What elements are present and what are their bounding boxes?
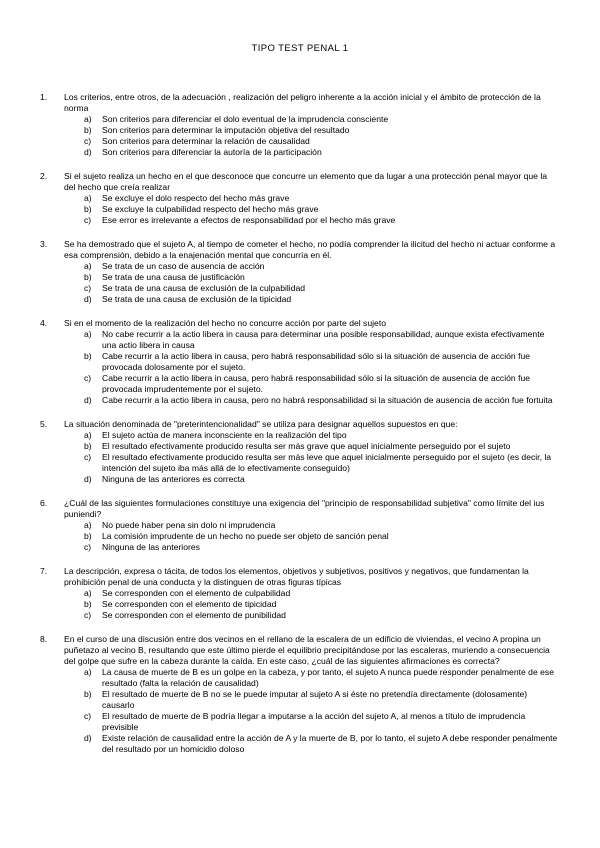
question-number: 2. (40, 171, 48, 181)
answer-option (84, 395, 560, 406)
answer-options (40, 193, 560, 226)
option-text: El resultado de muerte de B podría llegar a imputarse a la acción del sujeto A, al menos a título de imprudencia previsible (102, 711, 526, 732)
option-label: c) (84, 373, 92, 383)
answer-option (84, 520, 560, 531)
option-label: b) (84, 599, 92, 609)
question-number: 1. (40, 92, 48, 102)
option-text: Son criterios para diferenciar la autoría de la participación (102, 147, 322, 157)
answer-option (84, 531, 560, 542)
answer-option (84, 294, 560, 305)
option-label: c) (84, 711, 92, 721)
option-text: Son criterios para determinar la imputación objetiva del resultado (102, 125, 350, 135)
answer-option (84, 215, 560, 226)
question-text: La situación denominada de "preterintencionalidad" se utiliza para designar aquellos supuestos en que: (64, 419, 458, 429)
option-label: b) (84, 204, 92, 214)
answer-option (84, 542, 560, 553)
option-label: a) (84, 329, 92, 339)
option-text: Se trata de un caso de ausencia de acción (102, 261, 265, 271)
option-text: No cabe recurrir a la actio libera in causa para determinar una posible responsabilidad, aunque exista efectivamente una actio libera in causa (102, 329, 545, 350)
option-label: c) (84, 452, 92, 462)
option-label: c) (84, 136, 92, 146)
answer-option (84, 474, 560, 485)
option-label: c) (84, 283, 92, 293)
option-text: La comisión imprudente de un hecho no puede ser objeto de sanción penal (102, 531, 389, 541)
answer-options (40, 329, 560, 406)
answer-options (40, 261, 560, 305)
question-text: La descripción, expresa o tácita, de todos los elementos, objetivos y subjetivos, positivos y negativos, que fundamentan la prohibición penal de una conducta y la distinguen de otras figuras típicas (64, 566, 529, 587)
answer-options (40, 667, 560, 755)
question-number: 5. (40, 419, 48, 429)
option-text: Se trata de una causa de exclusión de la culpabilidad (102, 283, 306, 293)
question-number: 8. (40, 634, 48, 644)
answer-option (84, 667, 560, 689)
option-text: Existe relación de causalidad entre la acción de A y la muerte de B, por lo tanto, el sujeto A debe responder penalmente del resultado por un homicidio doloso (102, 733, 558, 754)
answer-option (84, 689, 560, 711)
question-number: 4. (40, 318, 48, 328)
option-text: Se corresponden con el elemento de punibilidad (102, 610, 286, 620)
option-text: Cabe recurrir a la actio libera in causa, pero habrá responsabilidad sólo si la situación de ausencia de acción fue provocada dolosamente por el sujeto. (102, 351, 531, 372)
question-3 (40, 239, 560, 305)
option-text: Ese error es irrelevante a efectos de responsabilidad por el hecho más grave (102, 215, 396, 225)
option-label: b) (84, 351, 92, 361)
option-label: c) (84, 610, 92, 620)
option-text: No puede haber pena sin dolo ni imprudencia (102, 520, 276, 530)
question-6 (40, 498, 560, 553)
answer-options (40, 114, 560, 158)
question-8 (40, 634, 560, 755)
question-text: Si el sujeto realiza un hecho en el que desconoce que concurre un elemento que da lugar a una protección penal mayor que la del hecho que creía realizar (64, 171, 548, 192)
option-label: d) (84, 733, 92, 743)
option-label: d) (84, 147, 92, 157)
question-4 (40, 318, 560, 406)
question-number: 3. (40, 239, 48, 249)
answer-option (84, 329, 560, 351)
option-text: Son criterios para determinar la relación de causalidad (102, 136, 310, 146)
option-text: Son criterios para diferenciar el dolo eventual de la imprudencia consciente (102, 114, 389, 124)
option-label: b) (84, 272, 92, 282)
answer-option (84, 204, 560, 215)
answer-option (84, 136, 560, 147)
option-label: a) (84, 520, 92, 530)
answer-option (84, 114, 560, 125)
option-label: a) (84, 193, 92, 203)
answer-option (84, 711, 560, 733)
option-label: a) (84, 667, 92, 677)
option-label: b) (84, 125, 92, 135)
answer-option (84, 599, 560, 610)
question-5 (40, 419, 560, 485)
answer-option (84, 452, 560, 474)
option-text: El resultado efectivamente producido resulta ser más grave que aquel inicialmente perseguido por el sujeto (102, 441, 511, 451)
question-text: Los criterios, entre otros, de la adecuación , realización del peligro inherente a la acción inicial y el ámbito de protección de la norma (64, 92, 541, 113)
question-number: 6. (40, 498, 48, 508)
option-text: Ninguna de las anteriores (102, 542, 200, 552)
answer-options (40, 588, 560, 621)
page-title: TIPO TEST PENAL 1 (251, 43, 349, 54)
answer-option (84, 588, 560, 599)
answer-option (84, 147, 560, 158)
answer-option (84, 125, 560, 136)
answer-option (84, 610, 560, 621)
option-label: d) (84, 294, 92, 304)
question-text: ¿Cuál de las siguientes formulaciones constituye una exigencia del "principio de responsabilidad subjetiva" como límite del ius puniendi? (64, 498, 545, 519)
option-label: a) (84, 588, 92, 598)
option-label: b) (84, 441, 92, 451)
option-text: Se corresponden con el elemento de tipicidad (102, 599, 277, 609)
question-number: 7. (40, 566, 48, 576)
option-text: Se corresponden con el elemento de culpabilidad (102, 588, 291, 598)
answer-option (84, 283, 560, 294)
answer-option (84, 351, 560, 373)
option-text: La causa de muerte de B es un golpe en la cabeza, y por tanto, el sujeto A nunca puede responder penalmente de ese resultado (falta la relación de causalidad) (102, 667, 554, 688)
question-2 (40, 171, 560, 226)
question-text: En el curso de una discusión entre dos vecinos en el rellano de la escalera de un edificio de viviendas, el vecino A propina un puñetazo al vecino B, resultando que este último pierde el equilibrio precipitándose por las escaleras, muriendo a consecuencia del golpe que sufre en la cabeza durante la caída. En este caso, ¿cuál de las siguientes afirmaciones es correcta? (64, 634, 550, 666)
option-label: b) (84, 689, 92, 699)
option-label: c) (84, 542, 92, 552)
option-text: Se excluye el dolo respecto del hecho más grave (102, 193, 290, 203)
option-text: El sujeto actúa de manera inconsciente en la realización del tipo (102, 430, 347, 440)
answer-option (84, 373, 560, 395)
option-text: Se trata de una causa de exclusión de la tipicidad (102, 294, 292, 304)
question-text: Si en el momento de la realización del hecho no concurre acción por parte del sujeto (64, 318, 386, 328)
answer-option (84, 193, 560, 204)
answer-option (84, 733, 560, 755)
option-label: a) (84, 261, 92, 271)
option-label: c) (84, 215, 92, 225)
option-text: Ninguna de las anteriores es correcta (102, 474, 245, 484)
option-text: El resultado de muerte de B no se le puede imputar al sujeto A si éste no pretendía directamente (dolosamente) causarlo (102, 689, 528, 710)
option-label: d) (84, 395, 92, 405)
answer-option (84, 272, 560, 283)
option-label: a) (84, 430, 92, 440)
option-text: Se excluye la culpabilidad respecto del hecho más grave (102, 204, 319, 214)
option-text: Cabe recurrir a la actio libera in causa, pero habrá responsabilidad sólo si la situación de ausencia de acción fue provocada imprudentemente por el sujeto. (102, 373, 531, 394)
option-text: El resultado efectivamente producido resulta ser más leve que aquel inicialmente perseguido por el sujeto (es decir, la intención del sujeto iba más allá de lo efectivamente conseguido) (102, 452, 552, 473)
option-label: d) (84, 474, 92, 484)
option-label: a) (84, 114, 92, 124)
question-7 (40, 566, 560, 621)
answer-option (84, 261, 560, 272)
answer-options (40, 520, 560, 553)
option-label: b) (84, 531, 92, 541)
option-text: Se trata de una causa de justificación (102, 272, 245, 282)
answer-option (84, 430, 560, 441)
option-text: Cabe recurrir a la actio libera in causa, pero no habrá responsabilidad si la situación de ausencia de acción fue fortuita (102, 395, 553, 405)
question-text: Se ha demostrado que el sujeto A, al tiempo de cometer el hecho, no podía comprender la ilicitud del hecho ni actuar conforme a esa comprensión, debido a la enajenación mental que concurría en él. (64, 239, 556, 260)
answer-option (84, 441, 560, 452)
question-list (40, 92, 560, 768)
question-1 (40, 92, 560, 158)
answer-options (40, 430, 560, 485)
